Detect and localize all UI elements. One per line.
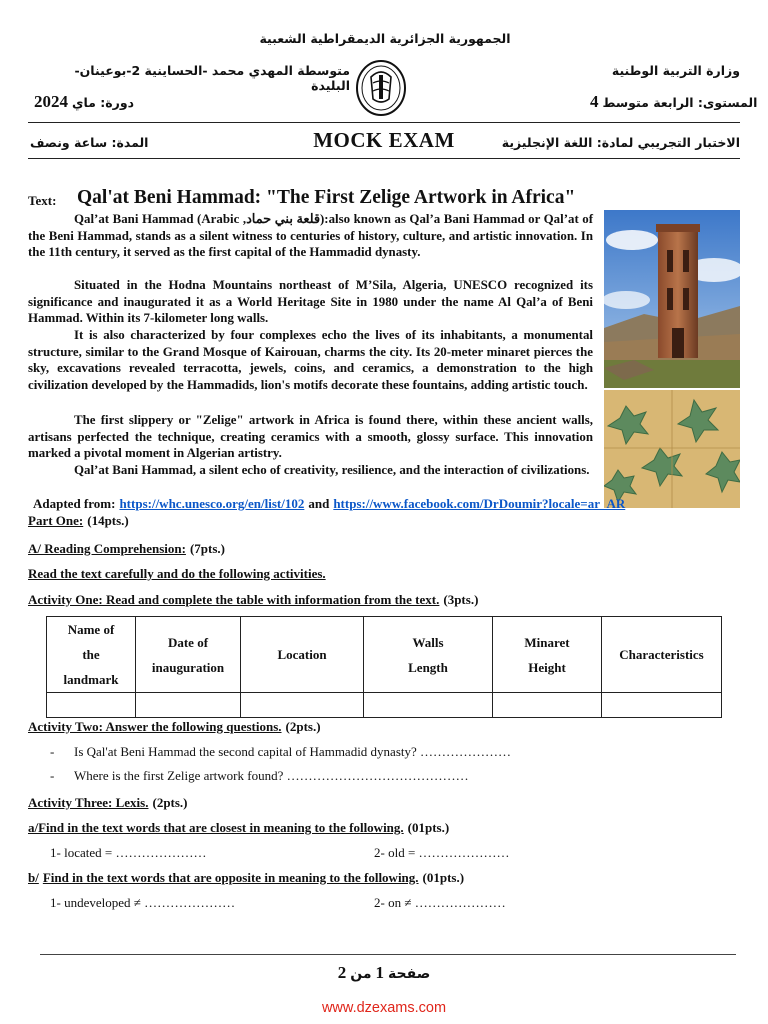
level-number: 4 — [590, 92, 599, 111]
paragraph-5: Qal’at Bani Hammad, a silent echo of creativity, resilience, and the interaction of civilizations. — [74, 463, 590, 477]
opposites-points: (01pts.) — [422, 870, 465, 885]
source-line — [33, 495, 625, 513]
activity-three-heading — [28, 794, 188, 812]
footer-rule — [40, 954, 736, 955]
answer-cell-characteristics[interactable] — [602, 693, 722, 718]
republic-heading: الجمهورية الجزائرية الديمقراطية الشعبية — [259, 31, 511, 46]
opposites-label: b/ — [28, 870, 39, 885]
section-a-heading — [28, 540, 225, 558]
table-answer-row — [47, 693, 722, 718]
section-a-points: (7pts.) — [189, 541, 225, 556]
question-1: - Is Qal'at Beni Hammad the second capital of Hammadid dynasty? ………………… — [50, 744, 512, 759]
header-name-of-landmark: Name of the landmark — [47, 617, 136, 693]
table-header-row — [47, 617, 722, 693]
part-one-title: Part One: — [28, 513, 84, 528]
subject-label: الاختبار التجريبي لمادة: اللغة الإنجليزية — [501, 135, 740, 150]
header-rule-top — [28, 122, 740, 123]
source-link-unesco[interactable]: https://whc.unesco.org/en/list/102 — [119, 496, 305, 511]
header-minaret-height: Minaret Height — [493, 617, 602, 693]
minaret-photo — [604, 210, 740, 388]
opposite-item-2: 2- on ≠ ………………… — [374, 895, 506, 910]
session-label: دورة: ماي — [72, 95, 134, 110]
level-label: المستوى: الرابعة متوسط — [602, 95, 758, 110]
paragraph-2: Situated in the Hodna Mountains northeast of M’Sila, Algeria, UNESCO recognized its significance and inaugurated it as a World Heritage Site in 1980 under the name Al Qal’a of Beni Hammad. Within its 7-kilometer long walls. — [28, 278, 593, 325]
header-characteristics: Characteristics — [602, 617, 722, 693]
activity-three-points: (2pts.) — [152, 795, 188, 810]
level-line — [590, 92, 758, 112]
part-one-heading — [28, 512, 129, 530]
answer-cell-date[interactable] — [136, 693, 241, 718]
header-walls-length: Walls Length — [364, 617, 493, 693]
school-name: متوسطة المهدي محمد -الحساينية 2-بوعينان- البليدة — [74, 63, 350, 93]
and-word: and — [308, 496, 330, 511]
paragraph-3: It is also characterized by four complexes echo the lives of its inhabitants, a monumental structure, similar to the Grand Mosque of Kairouan, charms the city. Its 20-meter minaret pierces the sky, excavations revealed terracotta, jewels, coins, and ceramics, a demonstration to the high civilization developed by the Hammadids, lion's motifs decorate these fountains, adding artistic touch. — [28, 328, 593, 392]
activity-one-points: (3pts.) — [443, 592, 479, 607]
session-line — [34, 92, 174, 112]
opposites-instruction: Find in the text words that are opposite in meaning to the following. — [42, 870, 419, 885]
activity-two-points: (2pts.) — [285, 719, 321, 734]
paragraph-1: Qal’at Bani Hammad (Arabic ,قلعة بني حماد):also known as Qal’a Bani Hammad or Qal’at of the Beni Hammad, stands as a silent witness to centuries of history, culture, and artistic innovation. In the 11th century, it served as the first capital of the Hammadid dynasty. — [28, 212, 594, 259]
text-title: Qal'at Beni Hammad: "The First Zelige Artwork in Africa" — [77, 187, 576, 208]
part-one-points: (14pts.) — [87, 513, 129, 528]
answer-cell-minaret[interactable] — [493, 693, 602, 718]
header-location: Location — [241, 617, 364, 693]
text-label: Text: — [28, 193, 57, 208]
header-date-of-inauguration: Date of inauguration — [136, 617, 241, 693]
activity-two-title: Activity Two: Answer the following questions. — [28, 719, 282, 734]
synonym-item-2: 2- old = ………………… — [374, 845, 510, 860]
activity-two-heading — [28, 718, 321, 736]
activity-one-heading — [28, 591, 478, 609]
question-2: - Where is the first Zelige artwork found? …………………………………… — [50, 768, 469, 783]
activity-one-title: Activity One: Read and complete the table with information from the text. — [28, 592, 440, 607]
section-a-title: A/ Reading Comprehension: — [28, 541, 186, 556]
header-rule-bottom — [28, 158, 740, 159]
session-year: 2024 — [34, 92, 68, 111]
synonyms-heading — [28, 819, 449, 837]
synonyms-instruction: a/Find in the text words that are closest in meaning to the following. — [28, 820, 404, 835]
answer-cell-name[interactable] — [47, 693, 136, 718]
reading-instruction: Read the text carefully and do the following activities. — [28, 566, 326, 581]
adapted-label: Adapted from: — [33, 496, 116, 511]
duration-label: المدة: ساعة ونصف — [30, 135, 149, 150]
zelige-tiles-photo — [604, 390, 740, 508]
synonyms-points: (01pts.) — [407, 820, 450, 835]
paragraph-4: The first slippery or "Zelige" artwork in Africa is found there, within these ancient walls, artisans perfected the technique, creating ceramics with a smooth, glossy surface. This innovation marked a pivotal moment in Algerian artistry. — [28, 413, 593, 460]
footer-website[interactable]: www.dzexams.com — [321, 1000, 447, 1016]
exam-title: MOCK EXAM — [313, 128, 455, 152]
information-table — [46, 616, 722, 718]
answer-cell-walls[interactable] — [364, 693, 493, 718]
answer-cell-location[interactable] — [241, 693, 364, 718]
school-logo — [355, 59, 407, 117]
opposite-item-1: 1- undeveloped ≠ ………………… — [50, 895, 236, 910]
page-number: صفحة 1 من 2 — [337, 963, 431, 982]
synonym-item-1: 1- located = ………………… — [50, 845, 207, 860]
source-link-facebook[interactable]: https://www.facebook.com/DrDoumir?locale=ar_AR — [333, 496, 626, 511]
ministry-label: وزارة التربية الوطنية — [611, 63, 740, 78]
activity-three-title: Activity Three: Lexis. — [28, 795, 149, 810]
opposites-heading — [28, 869, 464, 887]
